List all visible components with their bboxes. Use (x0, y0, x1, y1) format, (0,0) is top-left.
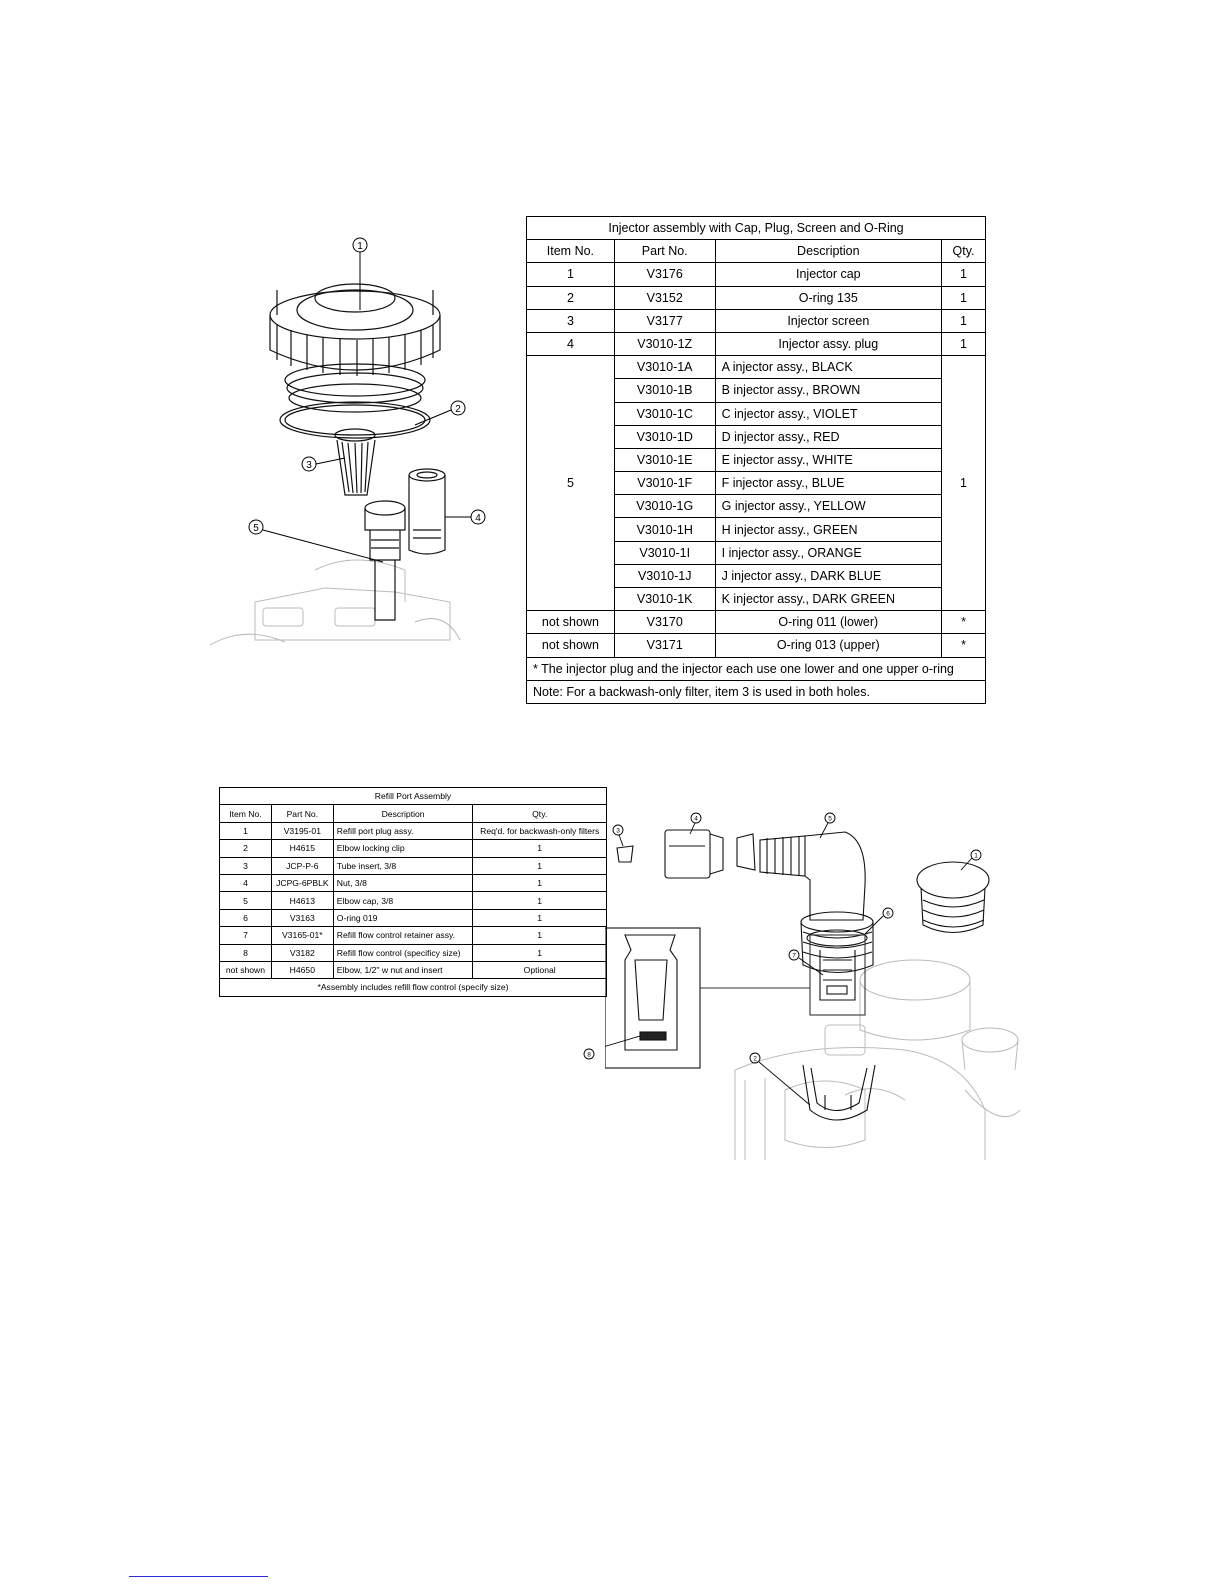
cell-part: V3182 (271, 944, 333, 961)
cell-part: V3176 (614, 263, 715, 286)
cell-desc: Refill flow control (specificy size) (333, 944, 473, 961)
cell-part: V3165-01* (271, 927, 333, 944)
cell-qty: 1 (473, 892, 607, 909)
footer-rule (129, 1576, 268, 1577)
injector-shape (365, 501, 405, 515)
cell-desc: Tube insert, 3/8 (333, 857, 473, 874)
table-row (220, 874, 607, 891)
refill-flow-control-shape (640, 1032, 666, 1040)
cell-item: 6 (220, 909, 272, 926)
table-row (220, 822, 607, 839)
table-note-row (527, 680, 986, 703)
cell-desc: Elbow, 1/2" w nut and insert (333, 961, 473, 978)
cell-desc: B injector assy., BROWN (715, 379, 941, 402)
cell-item: 4 (527, 332, 615, 355)
table-row (527, 286, 986, 309)
cell-desc: Elbow locking clip (333, 840, 473, 857)
cell-qty: 1 (942, 332, 986, 355)
cell-item: not shown (527, 611, 615, 634)
table-row (220, 927, 607, 944)
cell-part: H4615 (271, 840, 333, 857)
cell-item: 1 (220, 822, 272, 839)
cell-part: V3010-1B (614, 379, 715, 402)
cell-item: 7 (220, 927, 272, 944)
injector-callout-3: 3 (306, 460, 312, 471)
cell-part: H4613 (271, 892, 333, 909)
cell-desc: K injector assy., DARK GREEN (715, 588, 941, 611)
cell-item: 1 (527, 263, 615, 286)
table-row (527, 332, 986, 355)
cell-desc: Refill port plug assy. (333, 822, 473, 839)
refill-port-plug-shape (917, 862, 989, 898)
cell-item: 4 (220, 874, 272, 891)
cell-item: 5 (527, 356, 615, 611)
cell-part: V3010-1E (614, 448, 715, 471)
cell-part: V3010-1J (614, 564, 715, 587)
cell-part: V3010-1H (614, 518, 715, 541)
table-row (527, 356, 986, 379)
header-item-no: Item No. (220, 805, 272, 822)
injector-callout-5: 5 (253, 523, 259, 534)
injector-callout-1: 1 (357, 241, 363, 252)
cell-qty: 1 (942, 356, 986, 611)
cell-desc: Refill flow control retainer assy. (333, 927, 473, 944)
table-row (527, 309, 986, 332)
refill-callout-8: 8 (587, 1051, 591, 1059)
cell-desc: E injector assy., WHITE (715, 448, 941, 471)
cell-part: V3010-1A (614, 356, 715, 379)
cell-part: JCP-P-6 (271, 857, 333, 874)
injector-callout-2: 2 (455, 404, 461, 415)
table-row (220, 909, 607, 926)
cell-qty: Optional (473, 961, 607, 978)
cell-part: V3010-1D (614, 425, 715, 448)
cell-part: V3152 (614, 286, 715, 309)
cell-qty: 1 (942, 309, 986, 332)
cell-part: V3010-1F (614, 472, 715, 495)
cell-qty: 1 (473, 909, 607, 926)
table-row (220, 857, 607, 874)
refill-callout-8-marker (580, 1045, 600, 1065)
refill-footnote: *Assembly includes refill flow control (specify size) (220, 979, 607, 996)
cell-part: V3171 (614, 634, 715, 657)
injector-note: Note: For a backwash-only filter, item 3 is used in both holes. (527, 680, 986, 703)
injector-plug-shape (409, 469, 445, 481)
cell-desc: O-ring 011 (lower) (715, 611, 941, 634)
cell-desc: O-ring 013 (upper) (715, 634, 941, 657)
cell-part: V3195-01 (271, 822, 333, 839)
cell-part: V3170 (614, 611, 715, 634)
header-qty: Qty. (473, 805, 607, 822)
cell-qty: 1 (473, 857, 607, 874)
table-row (527, 634, 986, 657)
header-part-no: Part No. (271, 805, 333, 822)
cell-item: 3 (527, 309, 615, 332)
cell-qty: 1 (942, 263, 986, 286)
table-row (527, 611, 986, 634)
cell-item: 3 (220, 857, 272, 874)
nut-shape (665, 830, 710, 878)
injector-parts-table (526, 216, 986, 704)
cell-desc: O-ring 019 (333, 909, 473, 926)
refill-callout-1: 1 (974, 852, 978, 860)
cell-qty: 1 (942, 286, 986, 309)
cell-desc: Injector screen (715, 309, 941, 332)
cell-part: V3010-1Z (614, 332, 715, 355)
table-header-row (220, 805, 607, 822)
cell-item: not shown (527, 634, 615, 657)
cell-desc: H injector assy., GREEN (715, 518, 941, 541)
cell-part: H4650 (271, 961, 333, 978)
cell-desc: A injector assy., BLACK (715, 356, 941, 379)
header-item-no: Item No. (527, 240, 615, 263)
cell-part: V3163 (271, 909, 333, 926)
o-ring-shape (280, 402, 430, 438)
table-row (220, 944, 607, 961)
cell-part: V3010-1I (614, 541, 715, 564)
cell-qty: 1 (473, 944, 607, 961)
injector-table-title: Injector assembly with Cap, Plug, Screen and O-Ring (527, 217, 986, 240)
table-row (527, 263, 986, 286)
table-row (220, 961, 607, 978)
table-title-row (527, 217, 986, 240)
header-description: Description (333, 805, 473, 822)
cell-desc: C injector assy., VIOLET (715, 402, 941, 425)
refill-callout-4: 4 (694, 815, 698, 823)
cell-desc: Injector cap (715, 263, 941, 286)
cell-item: 2 (220, 840, 272, 857)
cell-desc: Injector assy. plug (715, 332, 941, 355)
cell-desc: G injector assy., YELLOW (715, 495, 941, 518)
cell-qty: 1 (473, 840, 607, 857)
cell-part: V3010-1K (614, 588, 715, 611)
table-row (220, 892, 607, 909)
injector-exploded-diagram (205, 230, 505, 655)
refill-callout-2: 2 (753, 1055, 757, 1063)
cell-desc: D injector assy., RED (715, 425, 941, 448)
cell-qty: 1 (473, 927, 607, 944)
refill-parts-table (219, 787, 607, 997)
cell-qty: 1 (473, 874, 607, 891)
cell-desc: I injector assy., ORANGE (715, 541, 941, 564)
cell-item: 2 (527, 286, 615, 309)
cell-item: 5 (220, 892, 272, 909)
refill-callout-5: 5 (828, 815, 832, 823)
refill-callout-3: 3 (616, 827, 620, 835)
cell-desc: F injector assy., BLUE (715, 472, 941, 495)
cell-desc: J injector assy., DARK BLUE (715, 564, 941, 587)
refill-table-title: Refill Port Assembly (220, 788, 607, 805)
header-description: Description (715, 240, 941, 263)
table-title-row (220, 788, 607, 805)
refill-exploded-diagram (605, 810, 1025, 1170)
cell-desc: Nut, 3/8 (333, 874, 473, 891)
injector-footnote: * The injector plug and the injector each use one lower and one upper o-ring (527, 657, 986, 680)
injector-cap-shape (270, 291, 440, 339)
cell-item: not shown (220, 961, 272, 978)
cell-desc: O-ring 135 (715, 286, 941, 309)
table-footnote-row (220, 979, 607, 996)
cell-desc: Elbow cap, 3/8 (333, 892, 473, 909)
cell-item: 8 (220, 944, 272, 961)
injector-callout-4: 4 (475, 513, 481, 524)
cell-part: JCPG-6PBLK (271, 874, 333, 891)
tube-insert-shape (617, 846, 633, 862)
cell-part: V3177 (614, 309, 715, 332)
refill-callout-7: 7 (792, 952, 796, 960)
cell-qty: * (942, 611, 986, 634)
cell-part: V3010-1C (614, 402, 715, 425)
elbow-locking-clip-shape (803, 1065, 875, 1120)
cell-qty: Req'd. for backwash-only filters (473, 822, 607, 839)
cell-qty: * (942, 634, 986, 657)
header-part-no: Part No. (614, 240, 715, 263)
table-row (220, 840, 607, 857)
table-footnote-row (527, 657, 986, 680)
header-qty: Qty. (942, 240, 986, 263)
refill-callout-6: 6 (886, 910, 890, 918)
table-header-row (527, 240, 986, 263)
cell-part: V3010-1G (614, 495, 715, 518)
